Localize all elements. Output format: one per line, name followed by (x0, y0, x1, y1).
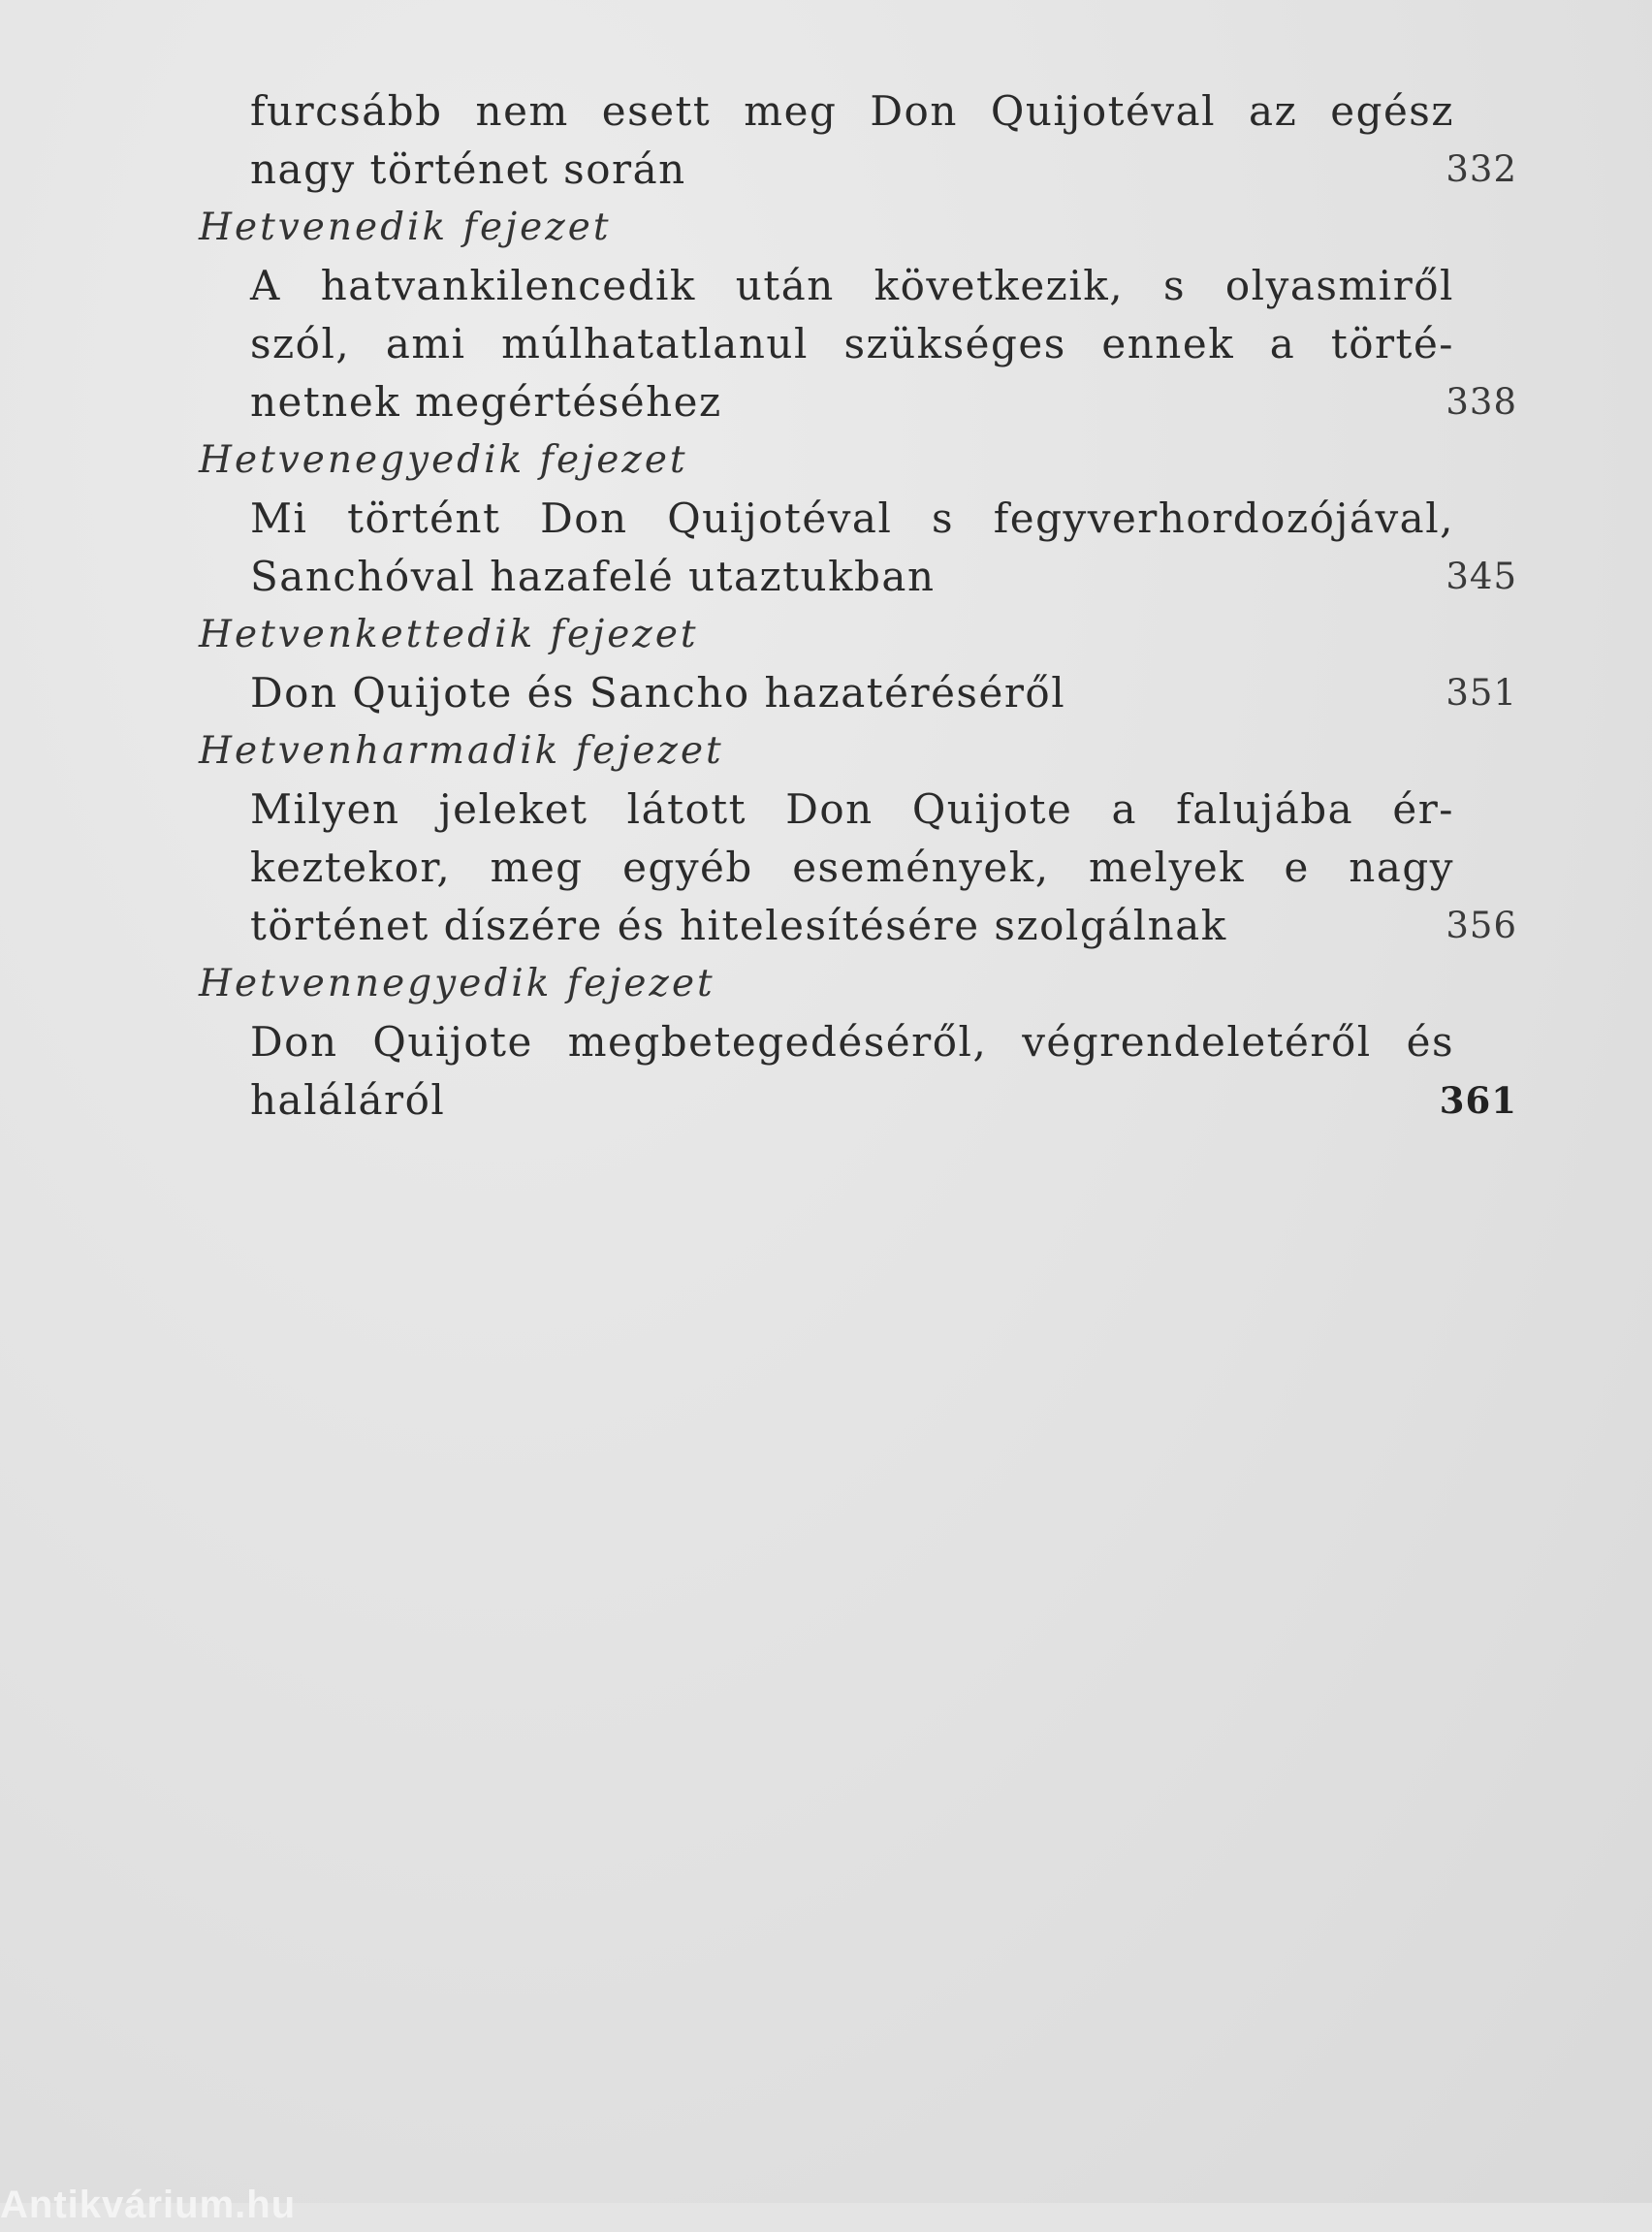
toc-entry (199, 955, 1517, 1130)
entry-title-line: Don Quijote és Sancho hazatéréséről (250, 669, 1066, 717)
entry-title-line: Milyen jeleket látott Don Quijote a falujába ér- (250, 785, 1454, 833)
table-of-contents (199, 82, 1517, 1130)
toc-entry (199, 722, 1517, 955)
entry-title-line: nagy történet során (250, 145, 686, 193)
entry-title-line: Sanchóval hazafelé utaztukban (250, 553, 936, 600)
toc-entry (199, 82, 1517, 199)
entry-title-line: haláláról (250, 1076, 446, 1124)
entry-title-line: A hatvankilencedik után következik, s olyasmiről (250, 262, 1454, 309)
page-number: 361 (1439, 1079, 1517, 1122)
chapter-heading: Hetvennegyedik fejezet (199, 962, 715, 1005)
chapter-heading: Hetvenedik fejezet (199, 206, 612, 249)
entry-title-line: keztekor, meg egyéb események, melyek e nagy (250, 844, 1454, 891)
page-number: 345 (1446, 556, 1517, 597)
page-number: 338 (1446, 381, 1517, 423)
toc-entry (199, 606, 1517, 722)
page-number: 332 (1446, 148, 1517, 190)
entry-title-line: Don Quijote megbetegedéséről, végrendeletéről és (250, 1018, 1454, 1066)
entry-last-line-row (199, 897, 1517, 955)
toc-entry (199, 431, 1517, 606)
toc-entry (199, 199, 1517, 431)
entry-last-line-row (199, 664, 1517, 722)
chapter-heading: Hetvenegyedik fejezet (199, 438, 688, 482)
page-number: 351 (1446, 672, 1517, 714)
entry-title-line: furcsább nem esett meg Don Quijotéval az egész (250, 87, 1454, 135)
chapter-heading: Hetvenharmadik fejezet (199, 729, 724, 773)
entry-title-line: történet díszére és hitelesítésére szolgálnak (250, 902, 1227, 949)
chapter-heading: Hetvenkettedik fejezet (199, 613, 699, 656)
entry-last-line-row (199, 373, 1517, 431)
entry-last-line-row (199, 1071, 1517, 1130)
entry-title-line: Mi történt Don Quijotéval s fegyverhordozójával, (250, 494, 1454, 542)
entry-last-line-row (199, 548, 1517, 606)
entry-title-line: netnek megértéséhez (250, 378, 722, 426)
entry-last-line-row (199, 141, 1517, 199)
watermark: Antikvárium.hu (0, 2184, 297, 2226)
entry-title-line: szól, ami múlhatatlanul szükséges ennek a törté- (250, 320, 1454, 367)
page-number: 356 (1446, 905, 1517, 946)
